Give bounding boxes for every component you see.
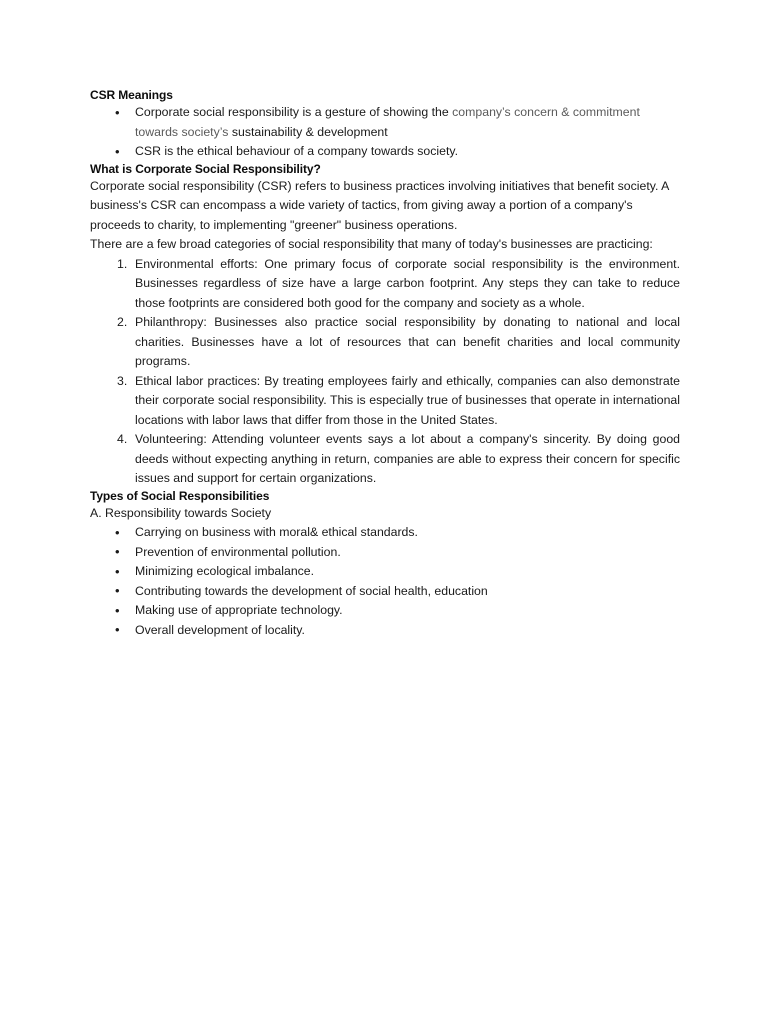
list-item bbox=[90, 562, 680, 582]
text-run: Corporate social responsibility is a gesture of showing the bbox=[135, 105, 453, 119]
list-responsibility-towards-society bbox=[90, 523, 680, 640]
paragraph-what-is-csr: Corporate social responsibility (CSR) refers to business practices involving initiatives that benefit society. A business's CSR can encompass a wide variety of tactics, from giving away a portion of a company's proceeds to charity, to implementing "greener" business operations. bbox=[90, 178, 669, 232]
list-csr-meanings bbox=[90, 103, 680, 162]
list-item bbox=[90, 103, 680, 142]
heading-csr-meanings: CSR Meanings bbox=[90, 88, 173, 102]
list-item: Environmental efforts: One primary focus of corporate social responsibility is the environment. Businesses regardless of size have a large carbon footprint. Any steps they can take to reduce those footprints are considered both good for the company and society as a whole. bbox=[135, 256, 680, 310]
heading-what-is-csr: What is Corporate Social Responsibility? bbox=[90, 161, 321, 176]
text-run: Contributing towards the development of social health, education bbox=[135, 583, 488, 598]
list-item: Ethical labor practices: By treating employees fairly and ethically, companies can also demonstrate their corporate social responsibility. This is especially true of businesses that operate in international locations with labor laws that differ from those in the United States. bbox=[135, 373, 680, 427]
document-content bbox=[90, 88, 680, 640]
list-item bbox=[90, 543, 680, 563]
text-run: Overall development of locality. bbox=[135, 622, 305, 637]
paragraph-broad-categories-intro: There are a few broad categories of social responsibility that many of today's businesses are practicing: bbox=[90, 237, 653, 251]
list-item bbox=[90, 601, 680, 621]
list-item: Volunteering: Attending volunteer events says a lot about a company's sincerity. By doing good deeds without expecting anything in return, companies are able to express their concern for specific issues and support for certain organizations. bbox=[135, 432, 680, 485]
list-broad-categories bbox=[90, 255, 680, 489]
text-run: Carrying on business with moral& ethical standards. bbox=[135, 525, 418, 539]
text-run: Minimizing ecological imbalance. bbox=[135, 564, 315, 578]
text-run: sustainability & development bbox=[231, 124, 388, 139]
subheading-responsibility-towards-society: A. Responsibility towards Society bbox=[90, 505, 272, 520]
list-item bbox=[90, 582, 680, 602]
list-item bbox=[90, 621, 680, 641]
text-run: Making use of appropriate technology. bbox=[135, 603, 343, 617]
heading-types-of-social-responsibilities: Types of Social Responsibilities bbox=[90, 488, 270, 503]
text-run: Prevention of environmental pollution. bbox=[135, 544, 341, 559]
text-run: CSR is the ethical behaviour of a company towards society. bbox=[135, 144, 459, 158]
list-item bbox=[90, 142, 680, 162]
list-item bbox=[90, 523, 680, 543]
text-run: company’s concern & commitment towards society’s bbox=[135, 105, 640, 139]
list-item: Philanthropy: Businesses also practice social responsibility by donating to national and local charities. Businesses have a lot of resources that can benefit charities and local community programs. bbox=[135, 315, 680, 368]
